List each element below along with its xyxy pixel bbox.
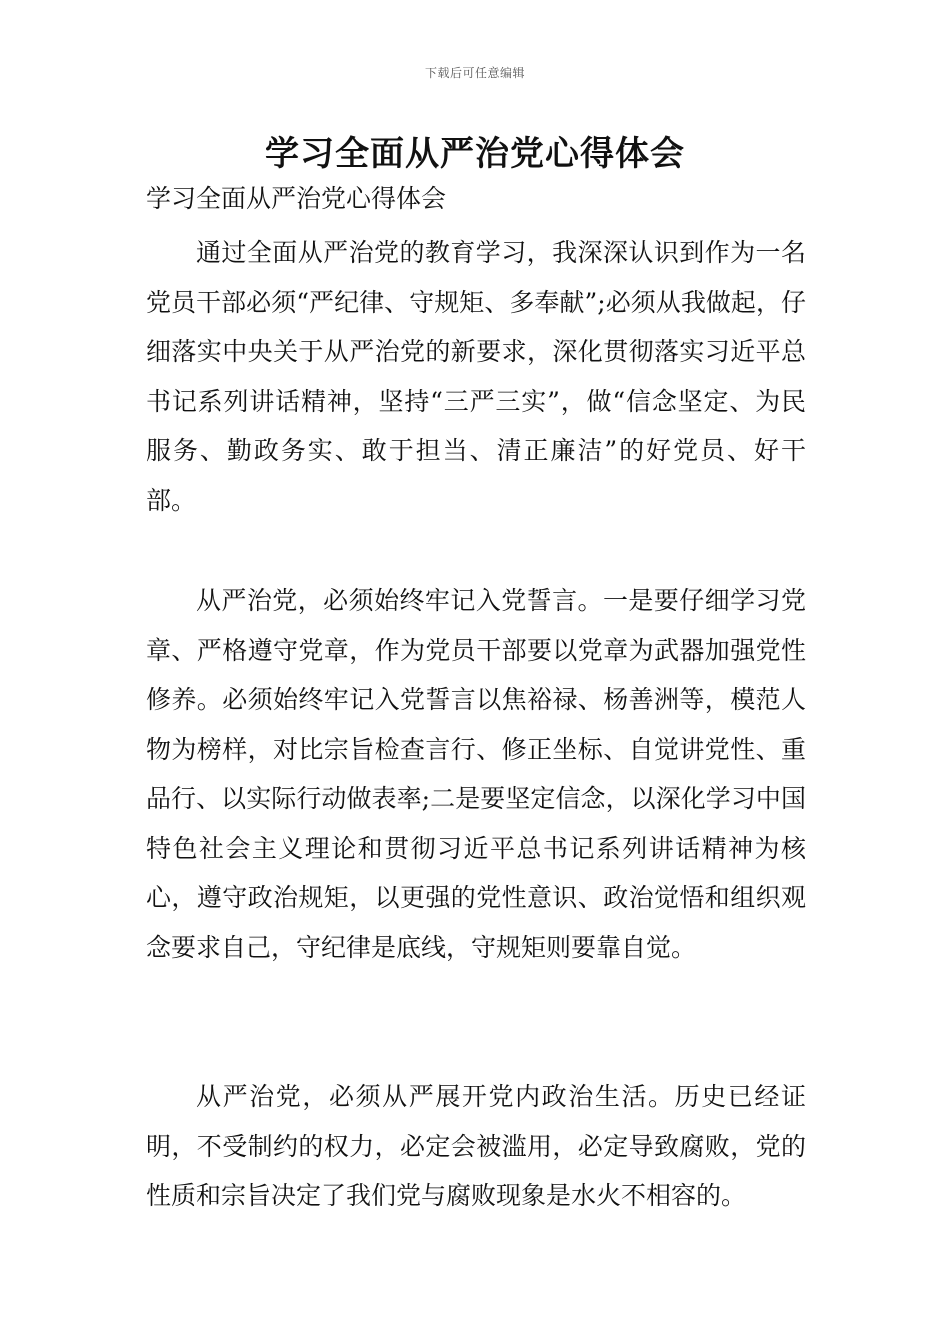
- header-note: 下载后可任意编辑: [424, 66, 525, 80]
- paragraph-3: 从严治党，必须从严展开党内政治生活。历史已经证明，不受制约的权力，必定会被滥用，必定导致腐败，党的性质和宗旨决定了我们党与腐败现象是水火不相容的。: [146, 1082, 806, 1210]
- paragraph-2: 从严治党，必须始终牢记入党誓言。一是要仔细学习党章、严格遵守党章，作为党员干部要以党章为武器加强党性修养。必须始终牢记入党誓言以焦裕禄、杨善洲等，模范人物为榜样，对比宗旨检查言行、修正坐标、自觉讲党性、重品行、以实际行动做表率;二是要坚定信念，以深化学习中国特色社会主义理论和贯彻习近平总书记系列讲话精神为核心，遵守政治规矩，以更强的党性意识、政治觉悟和组织观念要求自己，守纪律是底线，守规矩则要靠自觉。: [146, 586, 806, 962]
- paragraph-1: 通过全面从严治党的教育学习，我深深认识到作为一名党员干部必须“严纪律、守规矩、多奉献”;必须从我做起，仔细落实中央关于从严治党的新要求，深化贯彻落实习近平总书记系列讲话精神，坚持“三严三实”，做“信念坚定、为民服务、勤政务实、敢于担当、清正廉洁”的好党员、好干部。: [146, 238, 806, 515]
- document-title: 学习全面从严治党心得体会: [265, 134, 685, 174]
- document-subtitle: 学习全面从严治党心得体会: [146, 184, 447, 213]
